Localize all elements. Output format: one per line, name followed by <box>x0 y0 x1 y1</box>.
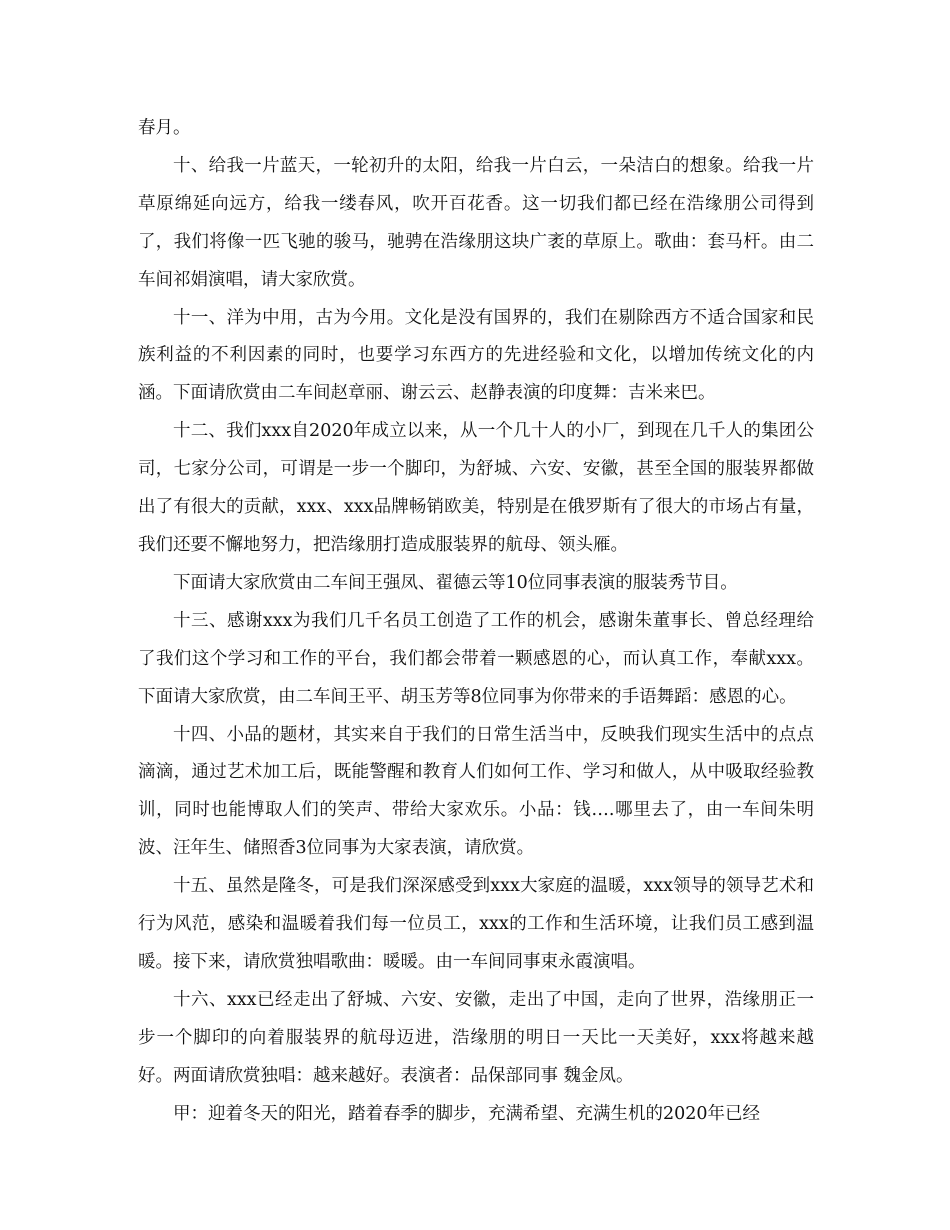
paragraph: 甲：迎着冬天的阳光，踏着春季的脚步，充满希望、充满生机的2020年已经 <box>173 1103 761 1124</box>
paragraph: 十三、感谢xxx为我们几千名员工创造了工作的机会，感谢朱董事长、曾总经理给了我们这个学习和工作的平台，我们都会带着一颗感恩的心，而认真工作，奉献xxx。下面请大家欣赏，由二车间王平、胡玉芳等8位同事为你带来的手语舞蹈：感恩的心。 <box>138 610 814 707</box>
paragraph: 下面请大家欣赏由二车间王强凤、翟德云等10位同事表演的服装秀节目。 <box>173 572 738 593</box>
paragraph: 十四、小品的题材，其实来自于我们的日常生活当中，反映我们现实生活中的点点滴滴，通过艺术加工后，既能警醒和教育人们如何工作、学习和做人，从中吸取经验教训，同时也能博取人们的笑声、带给大家欢乐。小品：钱….哪里去了，由一车间朱明波、汪年生、储照香3位同事为大家表演，请欣赏。 <box>138 724 814 859</box>
paragraph: 十一、洋为中用，古为今用。文化是没有国界的，我们在剔除西方不适合国家和民族利益的不利因素的同时，也要学习东西方的先进经验和文化，以增加传统文化的内涵。下面请欣赏由二车间赵章丽、谢云云、赵静表演的印度舞：吉米来巴。 <box>138 307 814 404</box>
paragraph: 十六、xxx已经走出了舒城、六安、安徽，走出了中国，走向了世界，浩缘朋正一步一个脚印的向着服装界的航母迈进，浩缘朋的明日一天比一天美好，xxx将越来越好。两面请欣赏独唱：越来越好。表演者：品保部同事 魏金凤。 <box>138 989 814 1086</box>
document-body <box>138 110 814 1133</box>
paragraph: 十二、我们xxx自2020年成立以来，从一个几十人的小厂，到现在几千人的集团公司，七家分公司，可谓是一步一个脚印，为舒城、六安、安徽，甚至全国的服装界都做出了有很大的贡献，xxx、xxx品牌畅销欧美，特别是在俄罗斯有了很大的市场占有量，我们还要不懈地努力，把浩缘朋打造成服装界的航母、领头雁。 <box>138 421 814 555</box>
paragraph: 十、给我一片蓝天，一轮初升的太阳，给我一片白云，一朵洁白的想象。给我一片草原绵延向远方，给我一缕春风，吹开百花香。这一切我们都已经在浩缘朋公司得到了，我们将像一匹飞驰的骏马，驰骋在浩缘朋这块广袤的草原上。歌曲：套马杆。由二车间祁娟演唱，请大家欣赏。 <box>138 155 814 290</box>
paragraph: 十五、虽然是隆冬，可是我们深深感受到xxx大家庭的温暖，xxx领导的领导艺术和行为风范，感染和温暖着我们每一位员工，xxx的工作和生活环境，让我们员工感到温暖。接下来，请欣赏独唱歌曲：暖暖。由一车间同事束永霞演唱。 <box>138 876 814 972</box>
paragraph: 春月。 <box>138 118 191 138</box>
